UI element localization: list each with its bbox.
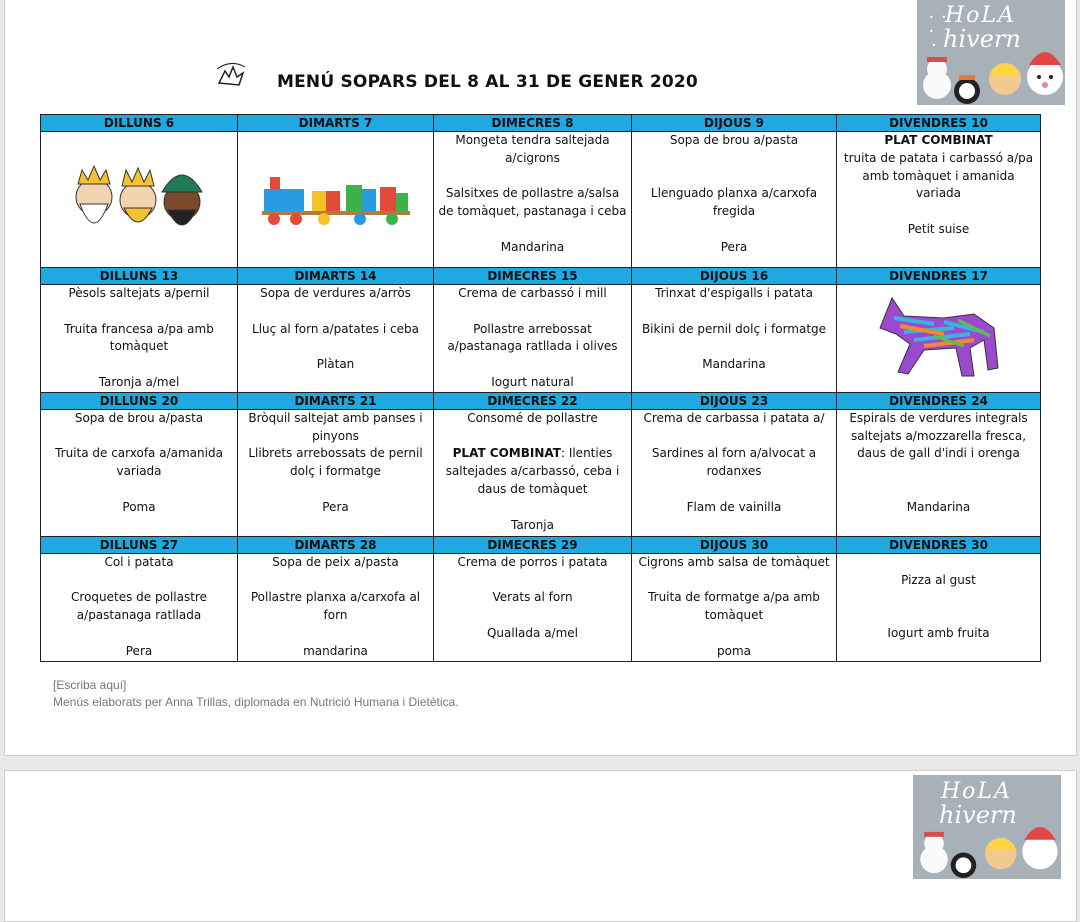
day-header: DIMARTS 7 bbox=[238, 115, 434, 132]
day-header: DIVENDRES 10 bbox=[837, 115, 1041, 132]
dish-line: Petit suise bbox=[907, 221, 970, 236]
dish-line: Espirals de verdures integrals saltejats a/mozzarella fresca, daus de gall d'indi i orenga bbox=[849, 410, 1028, 461]
menu-cell bbox=[41, 553, 238, 661]
dish-line bbox=[840, 481, 1037, 499]
plat-combinat-label: PLAT COMBINAT bbox=[884, 133, 993, 147]
school-logo-icon bbox=[213, 61, 249, 91]
dish-line: Taronja a/mel bbox=[98, 374, 180, 389]
dish-line: Col i patata bbox=[104, 554, 174, 569]
menu-cell bbox=[41, 285, 238, 393]
day-header: DILLUNS 27 bbox=[41, 536, 238, 553]
dish-line bbox=[840, 554, 1037, 572]
dish-line bbox=[635, 221, 833, 239]
dish-line: Pèsols saltejats a/pernil bbox=[68, 286, 210, 300]
hola-hivern-banner-2 bbox=[913, 775, 1061, 879]
dish-line bbox=[241, 303, 430, 321]
plat-combinat-label: PLAT COMBINAT bbox=[452, 446, 561, 461]
menu-cell bbox=[434, 409, 632, 536]
dish-line: Iogurt natural bbox=[491, 374, 574, 389]
dish-line: Lluç al forn a/patates i ceba bbox=[252, 321, 419, 336]
dish-line bbox=[635, 338, 833, 356]
dish-line bbox=[241, 481, 430, 499]
dish-line: Crema de carbassa i patata a/ bbox=[643, 410, 825, 425]
dish-line bbox=[437, 607, 628, 625]
menu-cell bbox=[434, 132, 632, 268]
menu-cell bbox=[41, 409, 238, 536]
dish-line: poma bbox=[716, 643, 751, 658]
three-kings-illustration-icon bbox=[64, 152, 214, 242]
day-header: DIMECRES 8 bbox=[434, 115, 632, 132]
placeholder-text[interactable]: [Escriba aquí] bbox=[53, 678, 127, 692]
day-header: DIVENDRES 24 bbox=[837, 392, 1041, 409]
dish-line: Verats al forn bbox=[492, 590, 573, 605]
week-menu-row bbox=[41, 285, 1041, 393]
week-menu-row bbox=[41, 132, 1041, 268]
day-header: DIJOUS 9 bbox=[632, 115, 837, 132]
dish-line: Pollastre arrebossat a/pastanaga ratllada i olives bbox=[447, 321, 618, 354]
banner-hivern-text: hivern bbox=[943, 25, 1021, 53]
credit-text: Menús elaborats per Anna Trillas, diplomada en Nutrició Humana i Dietètica. bbox=[53, 695, 459, 709]
day-header: DIMECRES 15 bbox=[434, 268, 632, 285]
dish-line: Salsitxes de pollastre a/salsa de tomàquet, pastanaga i ceba bbox=[438, 186, 627, 219]
dish-line bbox=[437, 168, 628, 186]
day-header: DIJOUS 30 bbox=[632, 536, 837, 553]
menu-cell bbox=[238, 132, 434, 268]
dish-line: Pizza al gust bbox=[901, 572, 976, 587]
dish-line: Quallada a/mel bbox=[486, 625, 578, 640]
dish-line: Bikini de pernil dolç i formatge bbox=[641, 321, 827, 336]
snow-dots: • • • • bbox=[929, 13, 947, 50]
dish-line: Consomé de pollastre bbox=[467, 410, 598, 425]
dish-line: Pera bbox=[125, 643, 153, 658]
dish-line: Mongeta tendra saltejada a/cigrons bbox=[455, 133, 610, 165]
dish-line: Sopa de verdures a/arròs bbox=[260, 286, 411, 300]
dish-line bbox=[437, 572, 628, 590]
day-header: DILLUNS 13 bbox=[41, 268, 238, 285]
dish-line: Pera bbox=[322, 499, 349, 514]
dish-line bbox=[437, 356, 628, 374]
dish-line: Truita de carxofa a/amanida variada bbox=[55, 446, 223, 479]
dish-line: Taronja bbox=[510, 517, 554, 532]
dish-line bbox=[840, 463, 1037, 481]
menu-cell bbox=[632, 285, 837, 393]
dish-line bbox=[437, 221, 628, 239]
toy-train-illustration-icon bbox=[260, 167, 412, 227]
week-header-row bbox=[41, 392, 1041, 409]
menu-table bbox=[40, 114, 1041, 662]
dish-line bbox=[241, 625, 430, 643]
dish-line: Bròquil saltejat amb panses i pinyons bbox=[248, 410, 423, 443]
menu-cell bbox=[837, 285, 1041, 393]
dish-line bbox=[241, 572, 430, 590]
dish-line: Iogurt amb fruita bbox=[887, 625, 990, 640]
day-header: DIVENDRES 17 bbox=[837, 268, 1041, 285]
menu-cell bbox=[434, 553, 632, 661]
hola-hivern-banner bbox=[917, 0, 1065, 105]
menu-cell bbox=[238, 285, 434, 393]
dish-line bbox=[241, 338, 430, 356]
week-header-row bbox=[41, 115, 1041, 132]
dish-line: Trinxat d'espigalls i patata bbox=[655, 286, 813, 300]
dish-line bbox=[44, 356, 234, 374]
day-header: DIJOUS 16 bbox=[632, 268, 837, 285]
menu-cell bbox=[238, 553, 434, 661]
day-header: DIVENDRES 30 bbox=[837, 536, 1041, 553]
document-page-2 bbox=[4, 770, 1077, 922]
dish-line bbox=[44, 625, 234, 643]
dish-line bbox=[635, 428, 833, 446]
dish-line: Ilenties saltejades a/carbassó, ceba i daus de tomàquet bbox=[445, 446, 620, 496]
dish-line: Sopa de peix a/pasta bbox=[272, 554, 399, 569]
dish-line: Crema de carbassó i mill bbox=[458, 286, 607, 300]
dish-line: Plàtan bbox=[316, 357, 355, 372]
week-menu-row bbox=[41, 409, 1041, 536]
dish-line bbox=[635, 150, 833, 168]
dish-line bbox=[44, 303, 234, 321]
day-header: DIMARTS 14 bbox=[238, 268, 434, 285]
dish-line: Llibrets arrebossats de pernil dolç i formatge bbox=[248, 446, 423, 479]
dish-line bbox=[437, 303, 628, 321]
day-header: DIMECRES 22 bbox=[434, 392, 632, 409]
menu-cell bbox=[837, 409, 1041, 536]
dish-line: Croquetes de pollastre a/pastanaga ratllada bbox=[71, 590, 207, 623]
dish-line: Poma bbox=[122, 499, 156, 514]
dish-line bbox=[635, 303, 833, 321]
dish-line bbox=[840, 589, 1037, 607]
dish-line: Truita francesa a/pa amb tomàquet bbox=[64, 321, 214, 354]
menu-cell bbox=[837, 553, 1041, 661]
striped-horse-illustration-icon bbox=[874, 288, 1004, 382]
dish-line bbox=[840, 203, 1037, 221]
dish-line bbox=[635, 481, 833, 499]
dish-line: Sopa de brou a/pasta bbox=[669, 133, 799, 147]
menu-cell bbox=[238, 409, 434, 536]
dish-line bbox=[635, 572, 833, 590]
menu-title: MENÚ SOPARS DEL 8 AL 31 DE GENER 2020 bbox=[277, 72, 698, 92]
dish-line bbox=[840, 607, 1037, 625]
dish-line bbox=[635, 168, 833, 186]
banner-hola-text: HoLA bbox=[941, 779, 1012, 804]
dish-line bbox=[44, 572, 234, 590]
day-header: DILLUNS 6 bbox=[41, 115, 238, 132]
menu-cell bbox=[632, 409, 837, 536]
dish-line: Llenguado planxa a/carxofa fregida bbox=[650, 186, 818, 219]
dish-line bbox=[437, 428, 628, 446]
dish-line: Pera bbox=[720, 239, 748, 254]
dish-line: Mandarina bbox=[702, 357, 766, 372]
dish-line: Cigrons amb salsa de tomàquet bbox=[638, 554, 830, 569]
dish-line: Sopa de brou a/pasta bbox=[74, 410, 204, 425]
week-header-row bbox=[41, 536, 1041, 553]
dish-line: Pollastre planxa a/carxofa al forn bbox=[250, 590, 421, 623]
menu-cell bbox=[41, 132, 238, 268]
day-header: DIJOUS 23 bbox=[632, 392, 837, 409]
dish-line bbox=[635, 625, 833, 643]
day-header: DIMARTS 21 bbox=[238, 392, 434, 409]
dish-line bbox=[437, 499, 628, 517]
combined-dish: PLAT COMBINAT: Ilenties saltejades a/carbassó, ceba i daus de tomàquet bbox=[445, 446, 620, 496]
week-menu-row bbox=[41, 553, 1041, 661]
menu-cell bbox=[632, 553, 837, 661]
menu-cell bbox=[837, 132, 1041, 268]
dish-line: Crema de porros i patata bbox=[457, 554, 608, 569]
dish-line bbox=[44, 481, 234, 499]
dish-line: truita de patata i carbassó a/pa amb tomàquet i amanida variada bbox=[843, 150, 1034, 201]
dish-line: Truita de formatge a/pa amb tomàquet bbox=[648, 590, 820, 623]
dish-line: Mandarina bbox=[500, 239, 565, 254]
dish-line: Sardines al forn a/alvocat a rodanxes bbox=[651, 446, 817, 479]
banner-hivern-text: hivern bbox=[939, 801, 1017, 829]
dish-line: mandarina bbox=[303, 643, 368, 658]
dish-line: Flam de vainilla bbox=[686, 499, 782, 514]
day-header: DILLUNS 20 bbox=[41, 392, 238, 409]
banner-hola-text: HoLA bbox=[945, 3, 1016, 28]
menu-cell bbox=[434, 285, 632, 393]
day-header: DIMECRES 29 bbox=[434, 536, 632, 553]
dish-line: Mandarina bbox=[906, 499, 971, 514]
day-header: DIMARTS 28 bbox=[238, 536, 434, 553]
dish-line bbox=[44, 428, 234, 446]
week-header-row bbox=[41, 268, 1041, 285]
menu-cell bbox=[632, 132, 837, 268]
